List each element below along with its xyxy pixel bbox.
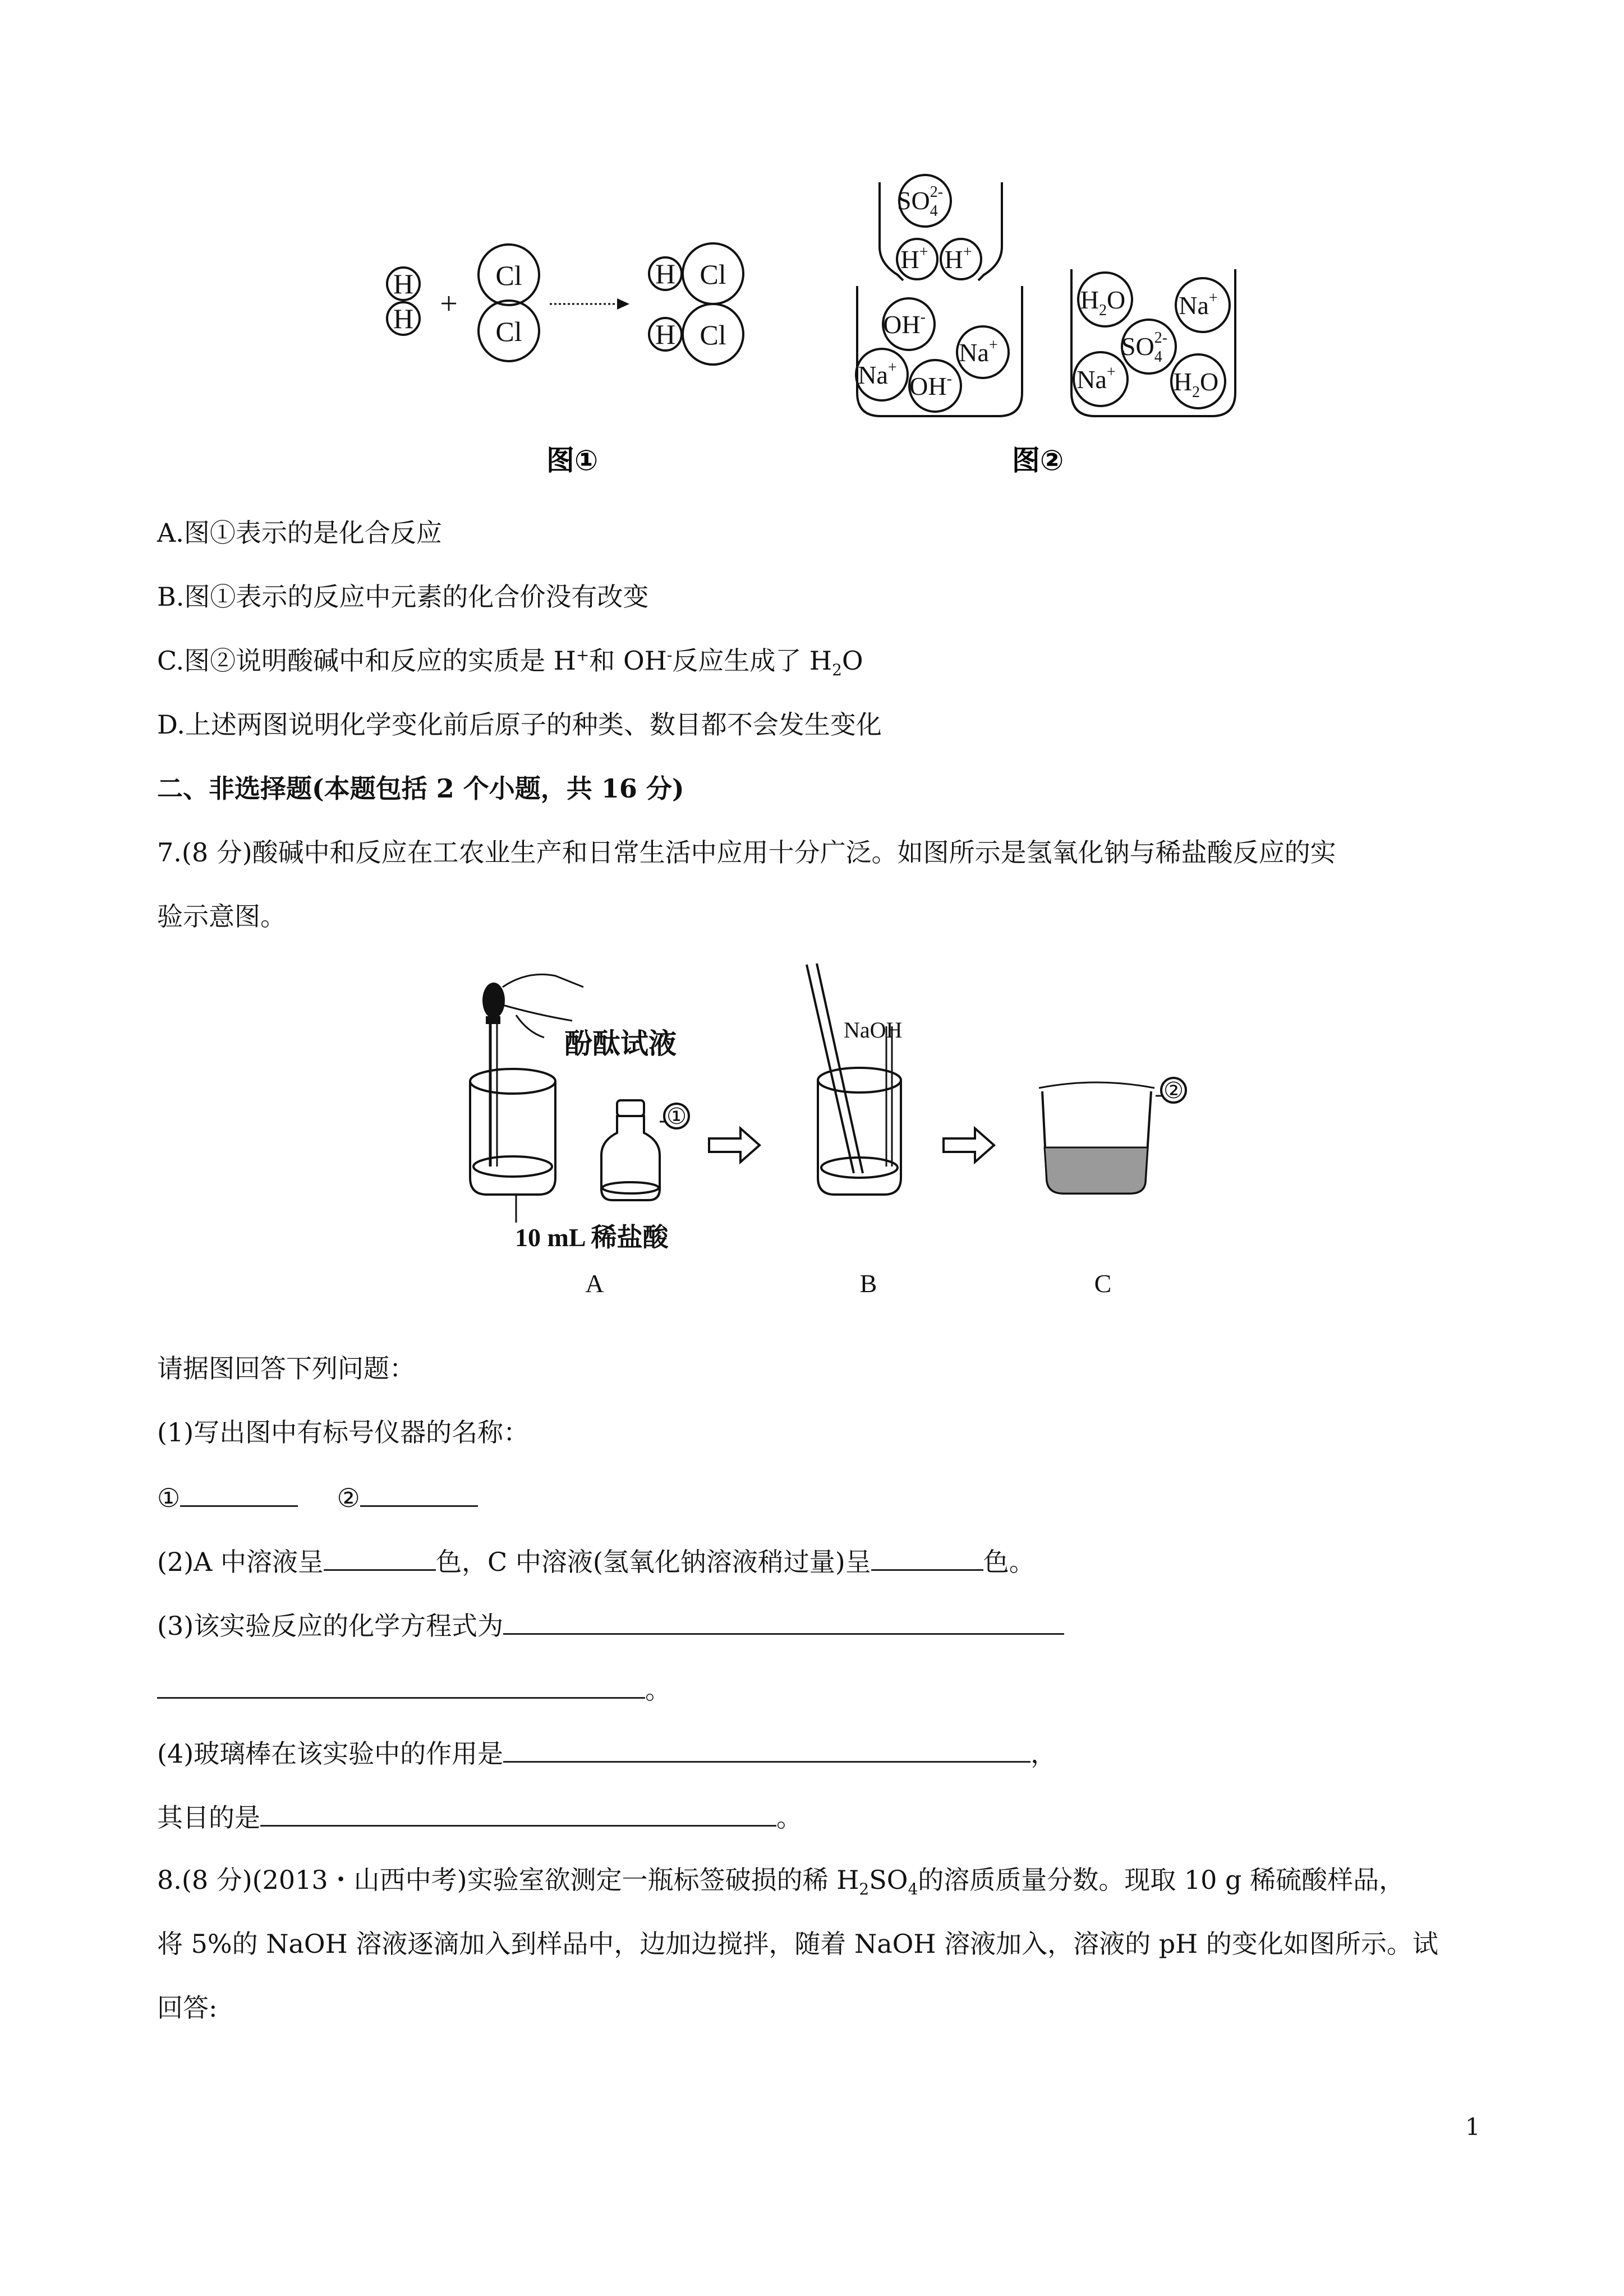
page-number: 1 (1465, 2113, 1480, 2141)
reagent-label: 酚酞试液 (564, 1027, 677, 1060)
ion-sodium: Na+ (1179, 289, 1218, 320)
molecule-water: $H_2O$ (1080, 285, 1126, 319)
ion-sulfate: $SO_42-$ (896, 183, 944, 220)
blank-1[interactable] (180, 1479, 298, 1507)
blank-rod-role[interactable] (503, 1735, 1030, 1763)
marker-2: ② (1163, 1078, 1184, 1103)
q7-text-line2: 验示意图。 (157, 901, 286, 932)
q8-text-line2: 将 5%的 NaOH 溶液逐滴加入到样品中，边加边搅拌，随着 NaOH 溶液加入，溶液的 pH 的变化如图所示。试 (157, 1929, 1438, 1959)
label-b: B (859, 1269, 877, 1298)
atom-cl: Cl (700, 259, 726, 290)
ion-hydrogen: H+ (944, 243, 972, 274)
atom-h: H (393, 303, 414, 334)
acid-label: 10 mL 稀盐酸 (515, 1223, 669, 1252)
q8-text-line1: 8.(8 分)(2013・山西中考)实验室欲测定一瓶标签破损的稀 $H_2SO_4$的溶质质量分数。现取 10 g 稀硫酸样品， (157, 1865, 1405, 1899)
q7-part3: (3)该实验反应的化学方程式为 (157, 1607, 1064, 1643)
ion-hydroxide: OH- (909, 370, 952, 400)
atom-cl: Cl (495, 316, 522, 347)
blank-equation-1[interactable] (503, 1607, 1064, 1635)
ion-sodium: Na+ (959, 336, 998, 367)
q7-part4: (4)玻璃棒在该实验中的作用是 ， (157, 1735, 1056, 1771)
atom-h: H (655, 258, 676, 289)
q7-part1-blanks: ① ② (157, 1479, 478, 1515)
reagent-bottle (601, 1116, 660, 1200)
section-2-heading: 二、非选择题(本题包括 2 个小题，共 16 分) (157, 773, 684, 804)
dropper-bulb (482, 983, 505, 1018)
marker-1: ① (666, 1104, 687, 1129)
blank-rod-purpose[interactable] (260, 1799, 776, 1827)
option-a: A.图①表示的是化合反应 (157, 518, 442, 548)
ion-hydroxide: OH- (883, 308, 926, 339)
atom-cl: Cl (700, 319, 726, 351)
ion-sulfate: $SO_42-$ (1121, 329, 1168, 366)
blank-color-a[interactable] (324, 1543, 436, 1571)
ion-sodium: Na+ (858, 359, 897, 389)
figure-experiment (0, 953, 1624, 1318)
q7-part4-purpose: 其目的是 。 (157, 1799, 802, 1834)
label-a: A (585, 1269, 604, 1298)
option-c: C.图②说明酸碱中和反应的实质是 H+和 OH-反应生成了 $H_2O$ (157, 646, 863, 680)
atom-h: H (393, 268, 414, 299)
q7-part2: (2)A 中溶液呈 色，C 中溶液(氢氧化钠溶液稍过量)呈 色。 (157, 1543, 1035, 1579)
molecule-water: $H_2O$ (1173, 367, 1219, 401)
plus-sign: + (440, 287, 458, 321)
label-c: C (1094, 1269, 1112, 1298)
option-b: B.图①表示的反应中元素的化合价没有改变 (157, 582, 649, 612)
atom-h: H (655, 319, 676, 350)
blank-color-c[interactable] (871, 1543, 983, 1571)
q8-text-line3: 回答: (157, 1993, 218, 2023)
blank-2[interactable] (360, 1479, 478, 1507)
atom-cl: Cl (495, 260, 522, 291)
blank-equation-2[interactable] (157, 1671, 645, 1699)
q7-part3-cont: 。 (157, 1671, 671, 1707)
figure-1-caption: 图① (546, 444, 599, 477)
figure-2-caption: 图② (1011, 444, 1064, 477)
ion-hydrogen: H+ (900, 243, 928, 274)
option-d: D.上述两图说明化学变化前后原子的种类、数目都不会发生变化 (157, 709, 882, 740)
q7-text-line1: 7.(8 分)酸碱中和反应在工农业生产和日常生活中应用十分广泛。如图所示是氢氧化钠与稀盐酸反应的实 (157, 837, 1336, 868)
figure-top (0, 0, 1624, 505)
ion-sodium: Na+ (1076, 363, 1116, 394)
q7-part1: (1)写出图中有标号仪器的名称： (157, 1417, 530, 1447)
naoh-label: NaOH (844, 1017, 903, 1043)
q7-prompt: 请据图回答下列问题： (157, 1353, 415, 1384)
